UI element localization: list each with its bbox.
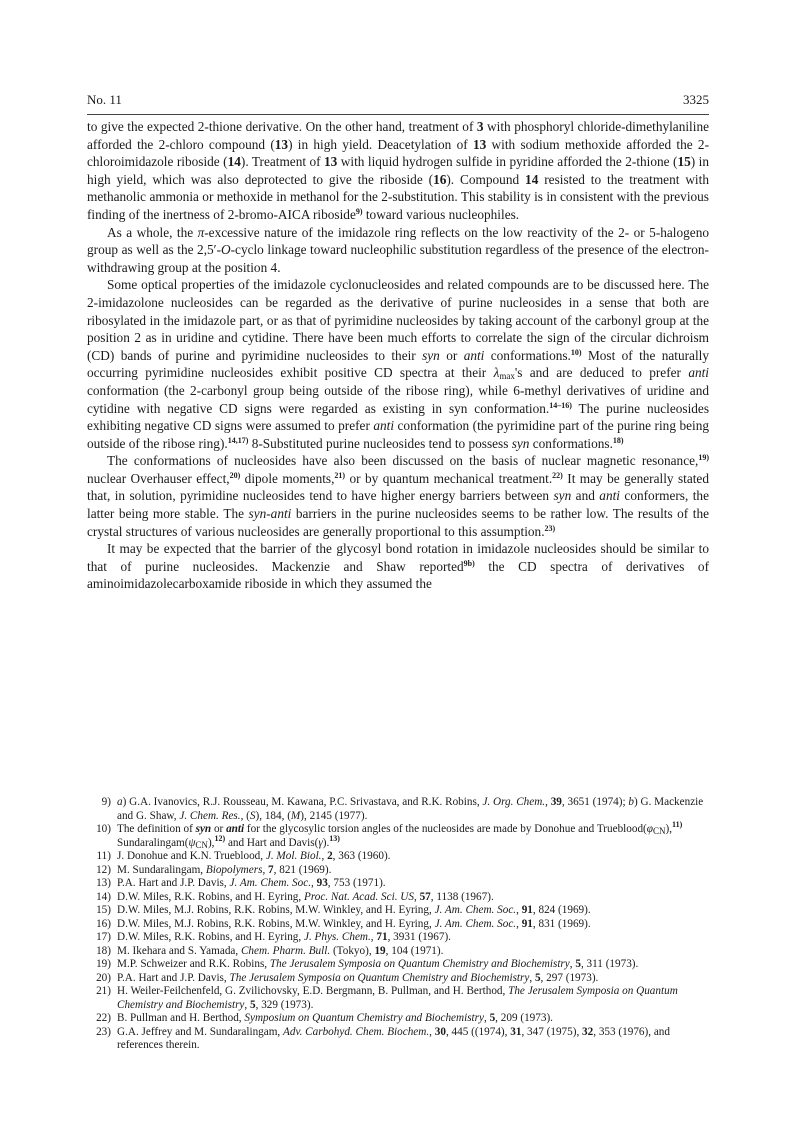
footnote — [87, 850, 709, 864]
footnote — [87, 931, 709, 945]
footnote-text: P.A. Hart and J.P. Davis, J. Am. Chem. Soc., 93, 753 (1971). — [117, 877, 386, 889]
footnote-text: D.W. Miles, M.J. Robins, R.K. Robins, M.W. Winkley, and H. Eyring, J. Am. Chem. Soc., 91, 824 (1969). — [117, 904, 591, 916]
footnote — [87, 1026, 709, 1053]
running-header — [87, 92, 709, 108]
paragraph: to give the expected 2-thione derivative. On the other hand, treatment of 3 with phosphoryl chloride-dimethylaniline afforded the 2-chloro compound (13) in high yield. Deacetylation of 13 with sodium methoxide afforded the 2-chloroimidazole riboside (14). Treatment of 13 with liquid hydrogen sulfide in pyridine afforded the 2-thione (15) in high yield, which was also deprotected to give the riboside (16). Compound 14 resisted to the treatment with methanolic ammonia or methoxide in methanol for the 2-substitution. This stability is in consistent with the previous finding of the inertness of 2-bromo-AICA riboside$^{9)}$ toward various nucleophiles. — [87, 119, 709, 222]
footnote-text: M. Ikehara and S. Yamada, Chem. Pharm. Bull. (Tokyo), 19, 104 (1971). — [117, 944, 444, 957]
footnote-text: a) G.A. Ivanovics, R.J. Rousseau, M. Kawana, P.C. Srivastava, and R.K. Robins, J. Org. Chem., 39, 3651 (1974); b) G. Mackenzie and G. Shaw, J. Chem. Res., (S), 184, (M), 2145 (1977). — [117, 796, 704, 822]
footnote-number: 23) — [96, 1025, 111, 1038]
footnote-text: D.W. Miles, M.J. Robins, R.K. Robins, M.W. Winkley, and H. Eyring, J. Am. Chem. Soc., 91, 831 (1969). — [117, 917, 591, 930]
footnote-text: P.A. Hart and J.P. Davis, The Jerusalem Symposia on Quantum Chemistry and Biochemistry, 5, 297 (1973). — [117, 971, 599, 984]
footnote — [87, 972, 709, 986]
footnote-text: M.P. Schweizer and R.K. Robins, The Jerusalem Symposia on Quantum Chemistry and Biochemistry, 5, 311 (1973). — [117, 958, 639, 970]
paragraph: As a whole, the π-excessive nature of the imidazole ring reflects on the low reactivity of the 2- or 5-halogeno group as well as the 2,5′-O-cyclo linkage toward nucleophilic substitution regardless of the presence of the electron-withdrawing group at the position 4. — [87, 224, 709, 275]
footnote-text: M. Sundaralingam, Biopolymers, 7, 821 (1969). — [117, 863, 332, 876]
footnote-text: G.A. Jeffrey and M. Sundaralingam, Adv. Carbohyd. Chem. Biochem., 30, 445 ((1974), 31, 347 (1975), 32, 353 (1976), and references therein. — [117, 1025, 670, 1051]
footnote — [87, 864, 709, 878]
footnote-text: J. Donohue and K.N. Trueblood, J. Mol. Biol., 2, 363 (1960). — [117, 850, 391, 862]
footnote-number: 11) — [96, 850, 111, 862]
issue-number: No. 11 — [87, 92, 122, 107]
footnote-text: B. Pullman and H. Berthod, Symposium on Quantum Chemistry and Biochemistry, 5, 209 (1973). — [117, 1012, 553, 1024]
footnote-number: 15) — [96, 904, 111, 916]
footnote-text: H. Weiler-Feilchenfeld, G. Zvilichovsky, E.D. Bergmann, B. Pullman, and H. Berthod, The Jerusalem Symposia on Quantum Chemistry and Biochemistry, 5, 329 (1973). — [117, 985, 678, 1011]
footnote-number: 18) — [96, 944, 111, 957]
body-text — [87, 118, 709, 593]
paragraph: Some optical properties of the imidazole cyclonucleosides and related compounds are to be discussed here. The 2-imidazolone nucleosides can be regarded as the derivative of purine nucleosides in a sense that both are ribosylated in the imidazole part, or as that of pyrimidine nucleosides by taking account of the carbonyl group at the position 2 as in uridine and cytidine. There have been much efforts to correlate the sign of the circular dichroism (CD) bands of purine and pyrimidine nucleosides to their syn or anti conformations.$^{10)}$ Most of the naturally occurring pyrimidine nucleosides exhibit positive CD spectra at their $\lambda_{max}'s$ and are deduced to prefer anti conformation (the 2-carbonyl group being outside of the ribose ring), while 6-methyl derivatives of uridine and cytidine with negative CD signs were regarded as existing in syn conformation.$^{14-16)}$ The purine nucleosides exhibiting negative CD signs were assumed to prefer anti conformation (the pyrimidine part of the purine ring being outside of the ribose ring).$^{14,17)}$ 8-Substituted purine nucleosides tend to possess syn conformations.$^{18)}$ — [87, 277, 709, 451]
footnote-number: 14) — [96, 890, 111, 903]
footnote — [87, 1012, 709, 1026]
header-rule — [87, 114, 709, 115]
footnote — [87, 958, 709, 972]
footnote — [87, 877, 709, 891]
footnote — [87, 820, 709, 850]
footnote — [87, 985, 709, 1012]
footnote-number: 20) — [96, 971, 111, 984]
footnote — [87, 945, 709, 959]
footnote-number: 12) — [96, 863, 111, 876]
footnote — [87, 796, 709, 823]
footnote-number: 9) — [101, 796, 111, 808]
page-number: 3325 — [683, 92, 709, 107]
paragraph: The conformations of nucleosides have also been discussed on the basis of nuclear magnetic resonance,$^{19)}$ nuclear Overhauser effect,$^{20)}$ dipole moments,$^{21)}$ or by quantum mechanical treatment.$^{22)}$ It may be generally stated that, in solution, pyrimidine nucleosides tend to have higher energy barriers between syn and anti conformers, the latter being more stable. The syn-anti barriers in the purine nucleosides seems to be rather low. The results of the crystal structures of various nucleosides are generally proportional to this assumption.$^{23)}$ — [87, 453, 709, 539]
footnote — [87, 918, 709, 932]
footnote-number: 16) — [96, 917, 111, 930]
footnote-number: 21) — [96, 985, 111, 997]
footnote — [87, 904, 709, 918]
footnote-text: D.W. Miles, R.K. Robins, and H. Eyring, Proc. Nat. Acad. Sci. US, 57, 1138 (1967). — [117, 890, 494, 903]
paragraph: It may be expected that the barrier of the glycosyl bond rotation in imidazole nucleosides should be similar to that of purine nucleosides. Mackenzie and Shaw reported$^{9b)}$ the CD spectra of derivatives of aminoimidazolecarboxamide riboside in which they assumed the — [87, 541, 710, 592]
footnote-number: 19) — [96, 958, 111, 970]
footnote-text: The definition of syn or anti for the glycosylic torsion angles of the nucleosides are made by Donohue and $Trueblood(\varphi_{CN}),^{11)}$ $Sundaralingam(\psi_{CN}),^{12)}$ and Hart and Davis(γ).$^{13)}$ — [117, 820, 683, 850]
footnotes — [87, 796, 709, 1053]
footnote-number: 10) — [96, 823, 111, 835]
footnote-text: D.W. Miles, R.K. Robins, and H. Eyring, J. Phys. Chem., 71, 3931 (1967). — [117, 931, 451, 943]
footnote-number: 22) — [96, 1012, 111, 1024]
footnote-number: 13) — [96, 877, 111, 889]
footnote — [87, 891, 709, 905]
footnote-number: 17) — [96, 931, 111, 943]
